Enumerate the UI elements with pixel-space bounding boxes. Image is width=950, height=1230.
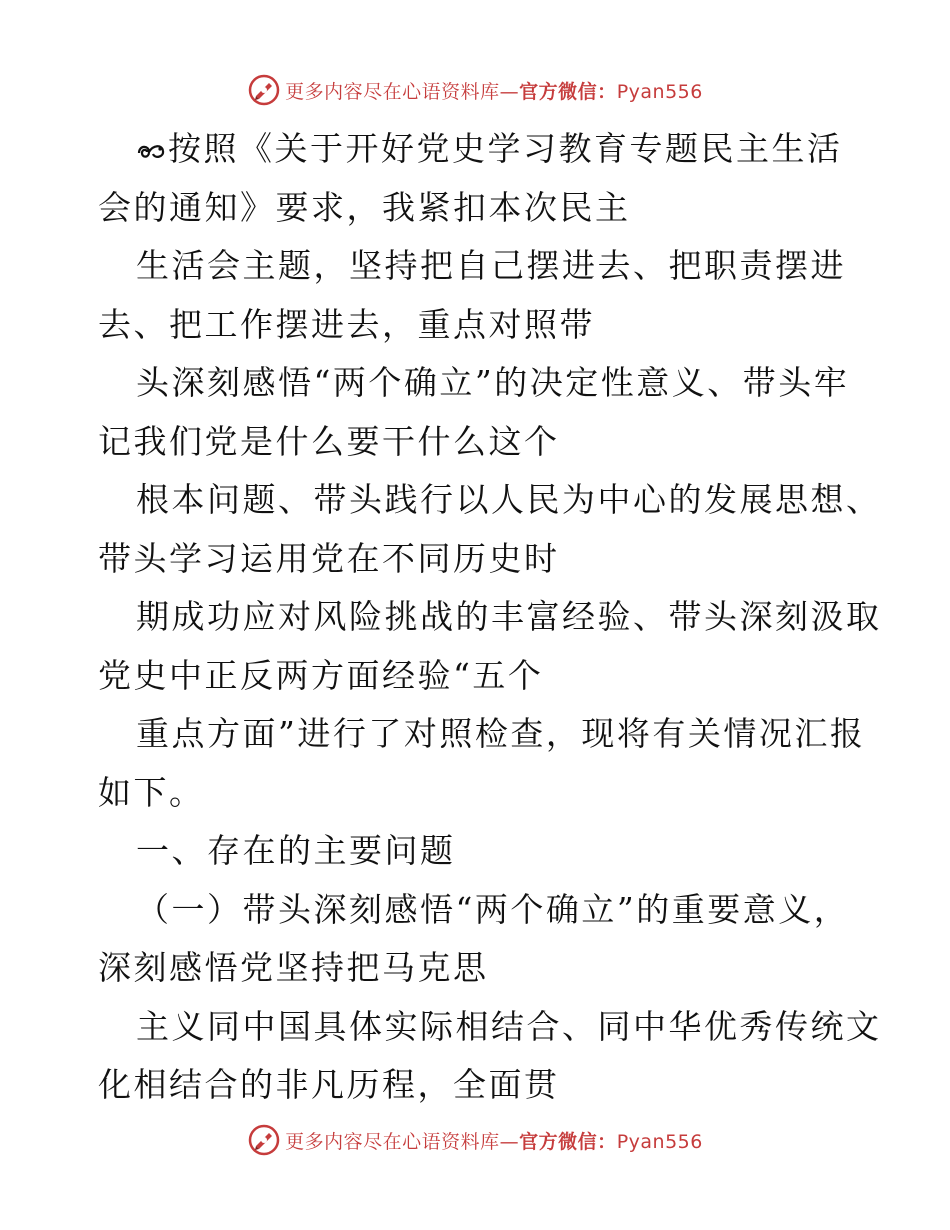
text-line-content: 会的通知》要求，我紧扣本次民主 — [98, 187, 631, 227]
text-line — [98, 998, 882, 1057]
text-line-content: 带头学习运用党在不同历史时 — [98, 538, 560, 578]
watermark-separator: — — [499, 80, 520, 103]
watermark-wechat: 官方微信： — [519, 1130, 617, 1153]
footer-watermark — [0, 1120, 950, 1160]
watermark-text — [285, 1127, 703, 1154]
text-line — [98, 237, 868, 296]
text-line-content: 根本问题、带头践行以人民为中心的发展思想、 — [136, 480, 882, 519]
watermark-id: Pyan556 — [616, 1130, 703, 1153]
text-line-content: 生活会主题，坚持把自己摆进去、把职责摆进 — [136, 246, 846, 285]
watermark-wechat: 官方微信： — [519, 80, 617, 103]
document-body — [98, 120, 882, 1115]
text-line — [98, 354, 868, 413]
text-line — [98, 705, 868, 764]
watermark-logo-icon — [247, 73, 281, 107]
text-line-content: 党史中正反两方面经验“五个 — [98, 655, 544, 695]
text-line — [98, 413, 868, 472]
watermark-logo-icon — [247, 1123, 281, 1157]
text-line — [98, 881, 868, 940]
watermark-separator: — — [499, 1130, 520, 1153]
header-watermark — [0, 70, 950, 110]
text-line-content: （一）带头深刻感悟“两个确立”的重要意义， — [136, 889, 850, 929]
text-line-content: 一、存在的主要问题 — [136, 831, 456, 870]
text-line — [98, 647, 868, 706]
text-line-content: 深刻感悟党坚持把马克思 — [98, 948, 489, 987]
text-line-content: 记我们党是什么要干什么这个 — [98, 421, 560, 461]
text-line — [98, 764, 868, 823]
text-line — [98, 120, 868, 179]
ornament-icon — [136, 139, 166, 163]
watermark-main: 更多内容尽在心语资料库 — [285, 1130, 500, 1153]
text-line-content: 按照《关于开好党史学习教育专题民主生活 — [168, 129, 843, 168]
text-line-content: 重点方面”进行了对照检查，现将有关情况汇报 — [136, 714, 866, 753]
text-line-content: 头深刻感悟“两个确立”的决定性意义、带头牢 — [136, 363, 850, 402]
text-line — [98, 471, 882, 530]
watermark-id: Pyan556 — [616, 80, 703, 103]
text-line — [98, 588, 882, 647]
text-line-content: 期成功应对风险挑战的丰富经验、带头深刻汲取 — [136, 597, 882, 636]
watermark-text — [285, 77, 703, 104]
text-line-content: 如下。 — [98, 772, 205, 812]
text-line — [98, 822, 868, 881]
text-line — [98, 1056, 868, 1115]
text-line — [98, 530, 868, 589]
text-line — [98, 296, 868, 355]
watermark-main: 更多内容尽在心语资料库 — [285, 80, 500, 103]
text-line-content: 去、把工作摆进去，重点对照带 — [98, 304, 595, 344]
text-line — [98, 939, 868, 998]
text-line-content: 化相结合的非凡历程，全面贯 — [98, 1065, 560, 1104]
text-line — [98, 179, 868, 238]
text-line-content: 主义同中国具体实际相结合、同中华优秀传统文 — [136, 1006, 882, 1046]
